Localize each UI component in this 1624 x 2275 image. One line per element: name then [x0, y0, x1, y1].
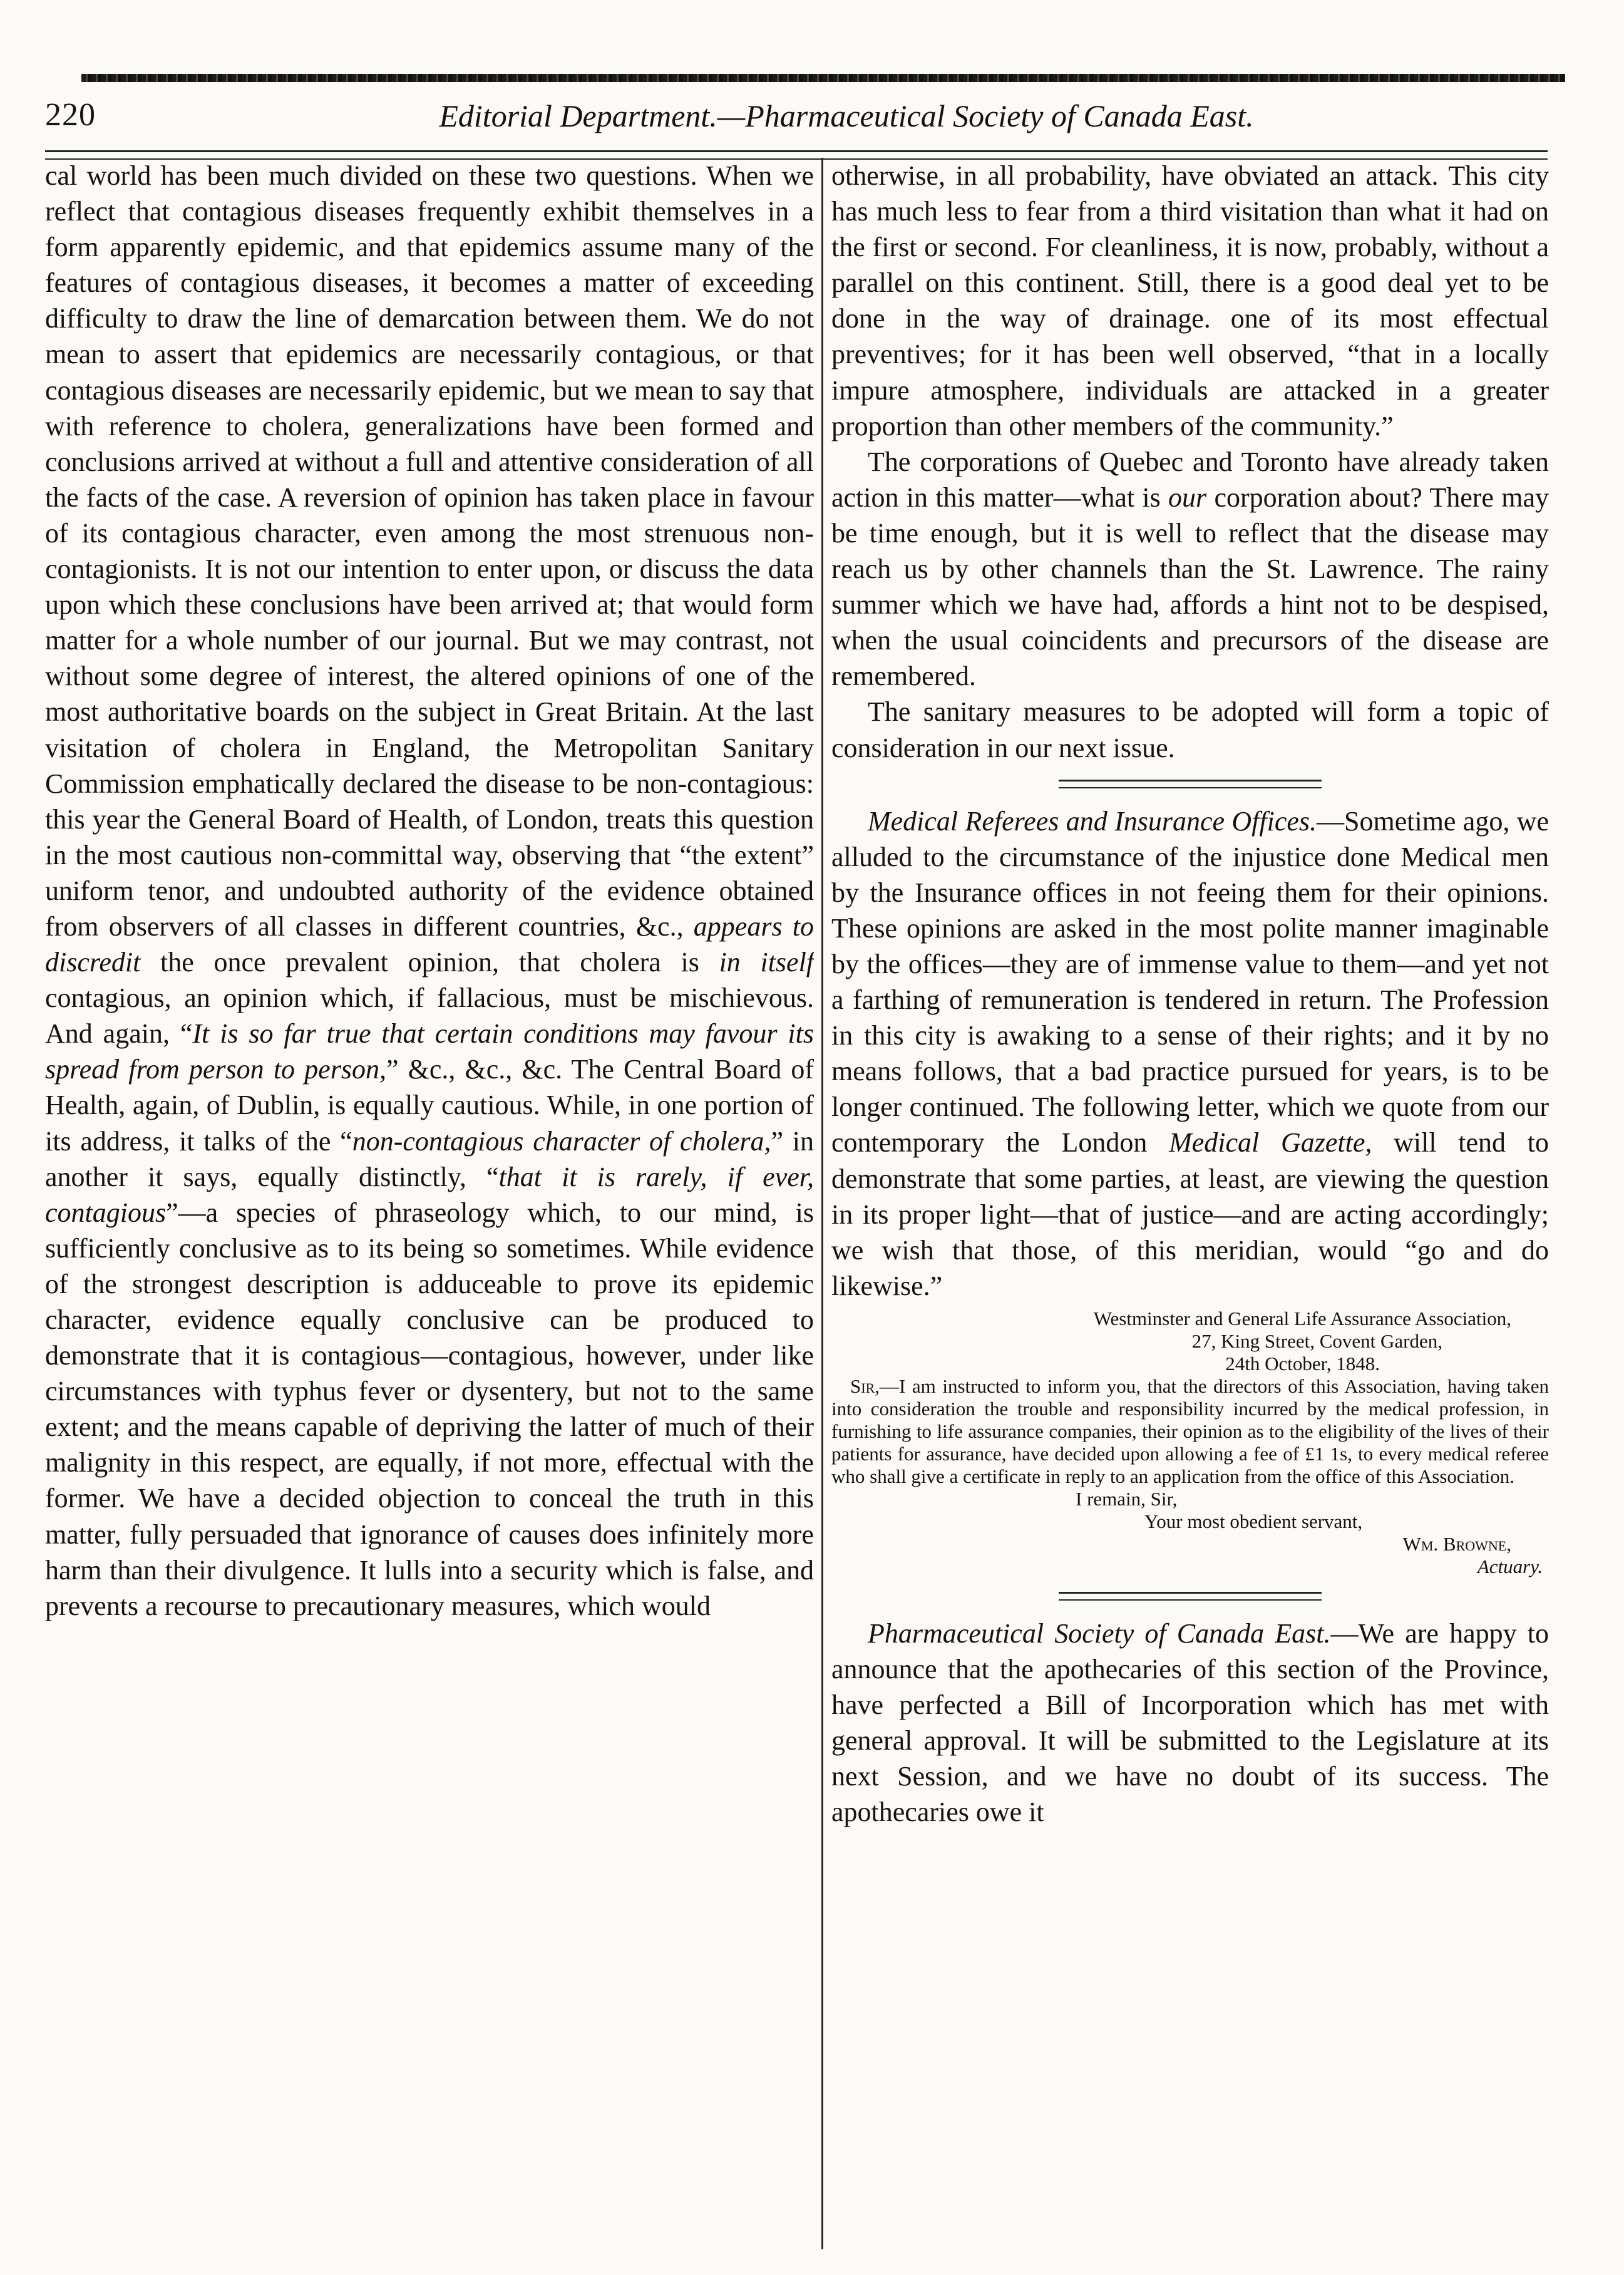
text-run: —I am instructed to inform you, that the directors of this Association, having taken into consideration the trouble and responsibility incurred by the medical profession, in furnishing to life assurance companies, their opinion as to the eligibility of the lives of their patients for assurance, have decided upon allowing a fee of £1 1s, to every medical referee who shall give a certificate in reply to an application from the office of this Association.: [831, 1375, 1549, 1487]
section-separator: [1059, 780, 1322, 788]
italic-run: It is so far true that certain conditions may favour its spread from person to person,: [45, 1018, 814, 1085]
section-paragraph: [831, 803, 1549, 1304]
paragraph: [831, 444, 1549, 694]
italic-run: Medical Gazette,: [1169, 1127, 1372, 1158]
letter-address: 27, King Street, Covent Garden,: [1191, 1329, 1442, 1352]
italic-run: appears to discredit: [45, 911, 814, 978]
text-run: —Sometime ago, we alluded to the circumstance of the injustice done Medical men by the Insurance offices in not feeing them for their opinions. These opinions are asked in the most polite manner imaginable by the offices—they are of immense value to them—and yet not a farthing of remuneration is tendered in return. The Profession in this city is awaking to a sense of their rights; and it by no means follows, that a bad practice pursued for years, is to be longer continued. The following letter, which we quote from our contemporary the London: [831, 805, 1549, 1158]
paragraph: [45, 158, 814, 1624]
italic-run: non-contagious character of cholera,: [352, 1125, 771, 1157]
text-run: will tend to demonstrate that some parties, at least, are viewing the question in its proper light—that of justice—and are acting accordingly; we wish that those, of this meridian, would “go and do likewise.”: [831, 1127, 1549, 1301]
text-run: ” in another it says, equally distinctly, “: [45, 1125, 814, 1192]
section-title: Medical Referees and Insurance Offices.: [868, 805, 1317, 837]
letter-salutation: Sir,: [850, 1375, 880, 1397]
text-run: the once prevalent opinion, that cholera is: [160, 947, 699, 978]
text-run: ” &c., &c., &c. The Central Board of Health, again, of Dublin, is equally cautious. While, in one portion of its address, it talks of the “: [45, 1054, 814, 1157]
text-run: The corporations of Quebec and Toronto have already taken action in this matter—what is: [831, 446, 1549, 513]
text-run: corporation about? There may be time enough, but it is well to reflect that the disease may reach us by other channels than the St. Lawrence. The rainy summer which we have had, affords a hint not to be despised, when the usual coincidents and precursors of the disease are remembered.: [831, 482, 1549, 692]
text-run: contagious, an opinion which, if fallacious, must be mischievous. And again, “: [45, 983, 814, 1050]
text-run: —We are happy to announce that the apothecaries of this section of the Province, have perfected a Bill of Incorporation which has met with general approval. It will be submitted to the Legislature at its next Session, and we have no doubt of its success. The apothecaries owe it: [831, 1617, 1549, 1828]
section-separator: [1059, 1592, 1322, 1601]
text-run: ”—a species of phraseology which, to our mind, is sufficiently conclusive as to its being so sometimes. While evidence of the strongest description is adduceable to prove its epidemic character, evidence equally conclusive can be produced to demonstrate that it is contagious—contagious, however, under like circumstances with typhus fever or dysentery, but not to the same extent; and the means capable of depriving the latter of much of their malignity in this respect, are equally, if not more, effectual with the former. We have a decided objection to conceal the truth in this matter, fully persuaded that ignorance of causes does infinitely more harm than their divulgence. It lulls into a security which is false, and prevents a recourse to precautionary measures, which would: [45, 1197, 814, 1621]
left-column: [45, 158, 814, 2249]
text-run: cal world has been much divided on these two questions. When we reflect that contagious diseases frequently exhibit themselves in a form apparently epidemic, and that epidemics assume many of the features of contagious diseases, it becomes a matter of exceeding difficulty to draw the line of demarcation between them. We do not mean to assert that epidemics are necessarily contagious, or that contagious diseases are necessarily epidemic, but we mean to say that with reference to cholera, generalizations have been formed and conclusions arrived at without a full and attentive consideration of all the facts of the case. A reversion of opinion has taken place in favour of its contagious character, even among the most strenuous non-contagionists. It is not our intention to enter upon, or discuss the data upon which these conclusions have been arrived at; that would form matter for a whole number of our journal. But we may contrast, not without some degree of interest, the altered opinions of one of the most authoritative boards on the subject in Great Britain. At the last visitation of cholera in England, the Metropolitan Sanitary Commission emphatically declared the disease to be non-contagious: this year the General Board of Health, of London, treats this question in the most cautious non-committal way, observing that “the extent” uniform tenor, and undoubted authority of the evidence obtained from observers of all classes in different countries, &c.,: [45, 160, 814, 942]
letter-address: Westminster and General Life Assurance Association,: [1093, 1307, 1511, 1329]
letter-closing: Your most obedient servant,: [1144, 1510, 1363, 1532]
paragraph: otherwise, in all probability, have obviated an attack. This city has much less to fear from a third visitation than what it had on the first or second. For cleanliness, it is now, probably, without a parallel on this continent. Still, there is a good deal yet to be done in the way of drainage. one of its most effectual preventives; for it has been well observed, “that in a locally impure atmosphere, individuals are attacked in a greater proportion than other members of the community.”: [831, 160, 1549, 441]
section-paragraph: [831, 1616, 1549, 1830]
right-column: [831, 158, 1549, 2249]
letter-date: 24th October, 1848.: [1225, 1352, 1380, 1375]
letter-signature-title: Actuary.: [1477, 1555, 1543, 1577]
letter-signature: Wm. Browne,: [1402, 1532, 1511, 1555]
italic-run: that it is rarely, if ever, contagious: [45, 1161, 814, 1228]
page-header: [45, 94, 1548, 144]
letter-closing: I remain, Sir,: [1076, 1487, 1178, 1510]
column-divider: [821, 158, 823, 2249]
italic-run: our: [1168, 482, 1207, 513]
letter-body: [831, 1375, 1549, 1488]
section-title: Pharmaceutical Society of Canada East.: [868, 1617, 1331, 1649]
paragraph: The sanitary measures to be adopted will form a topic of consideration in our next issue.: [831, 696, 1549, 763]
top-decorative-rule: [81, 74, 1565, 82]
page-number: 220: [45, 97, 96, 133]
running-head: Editorial Department.—Pharmaceutical Society of Canada East.: [439, 98, 1254, 133]
italic-run: in itself: [719, 947, 814, 978]
quoted-letter: [831, 1308, 1549, 1578]
